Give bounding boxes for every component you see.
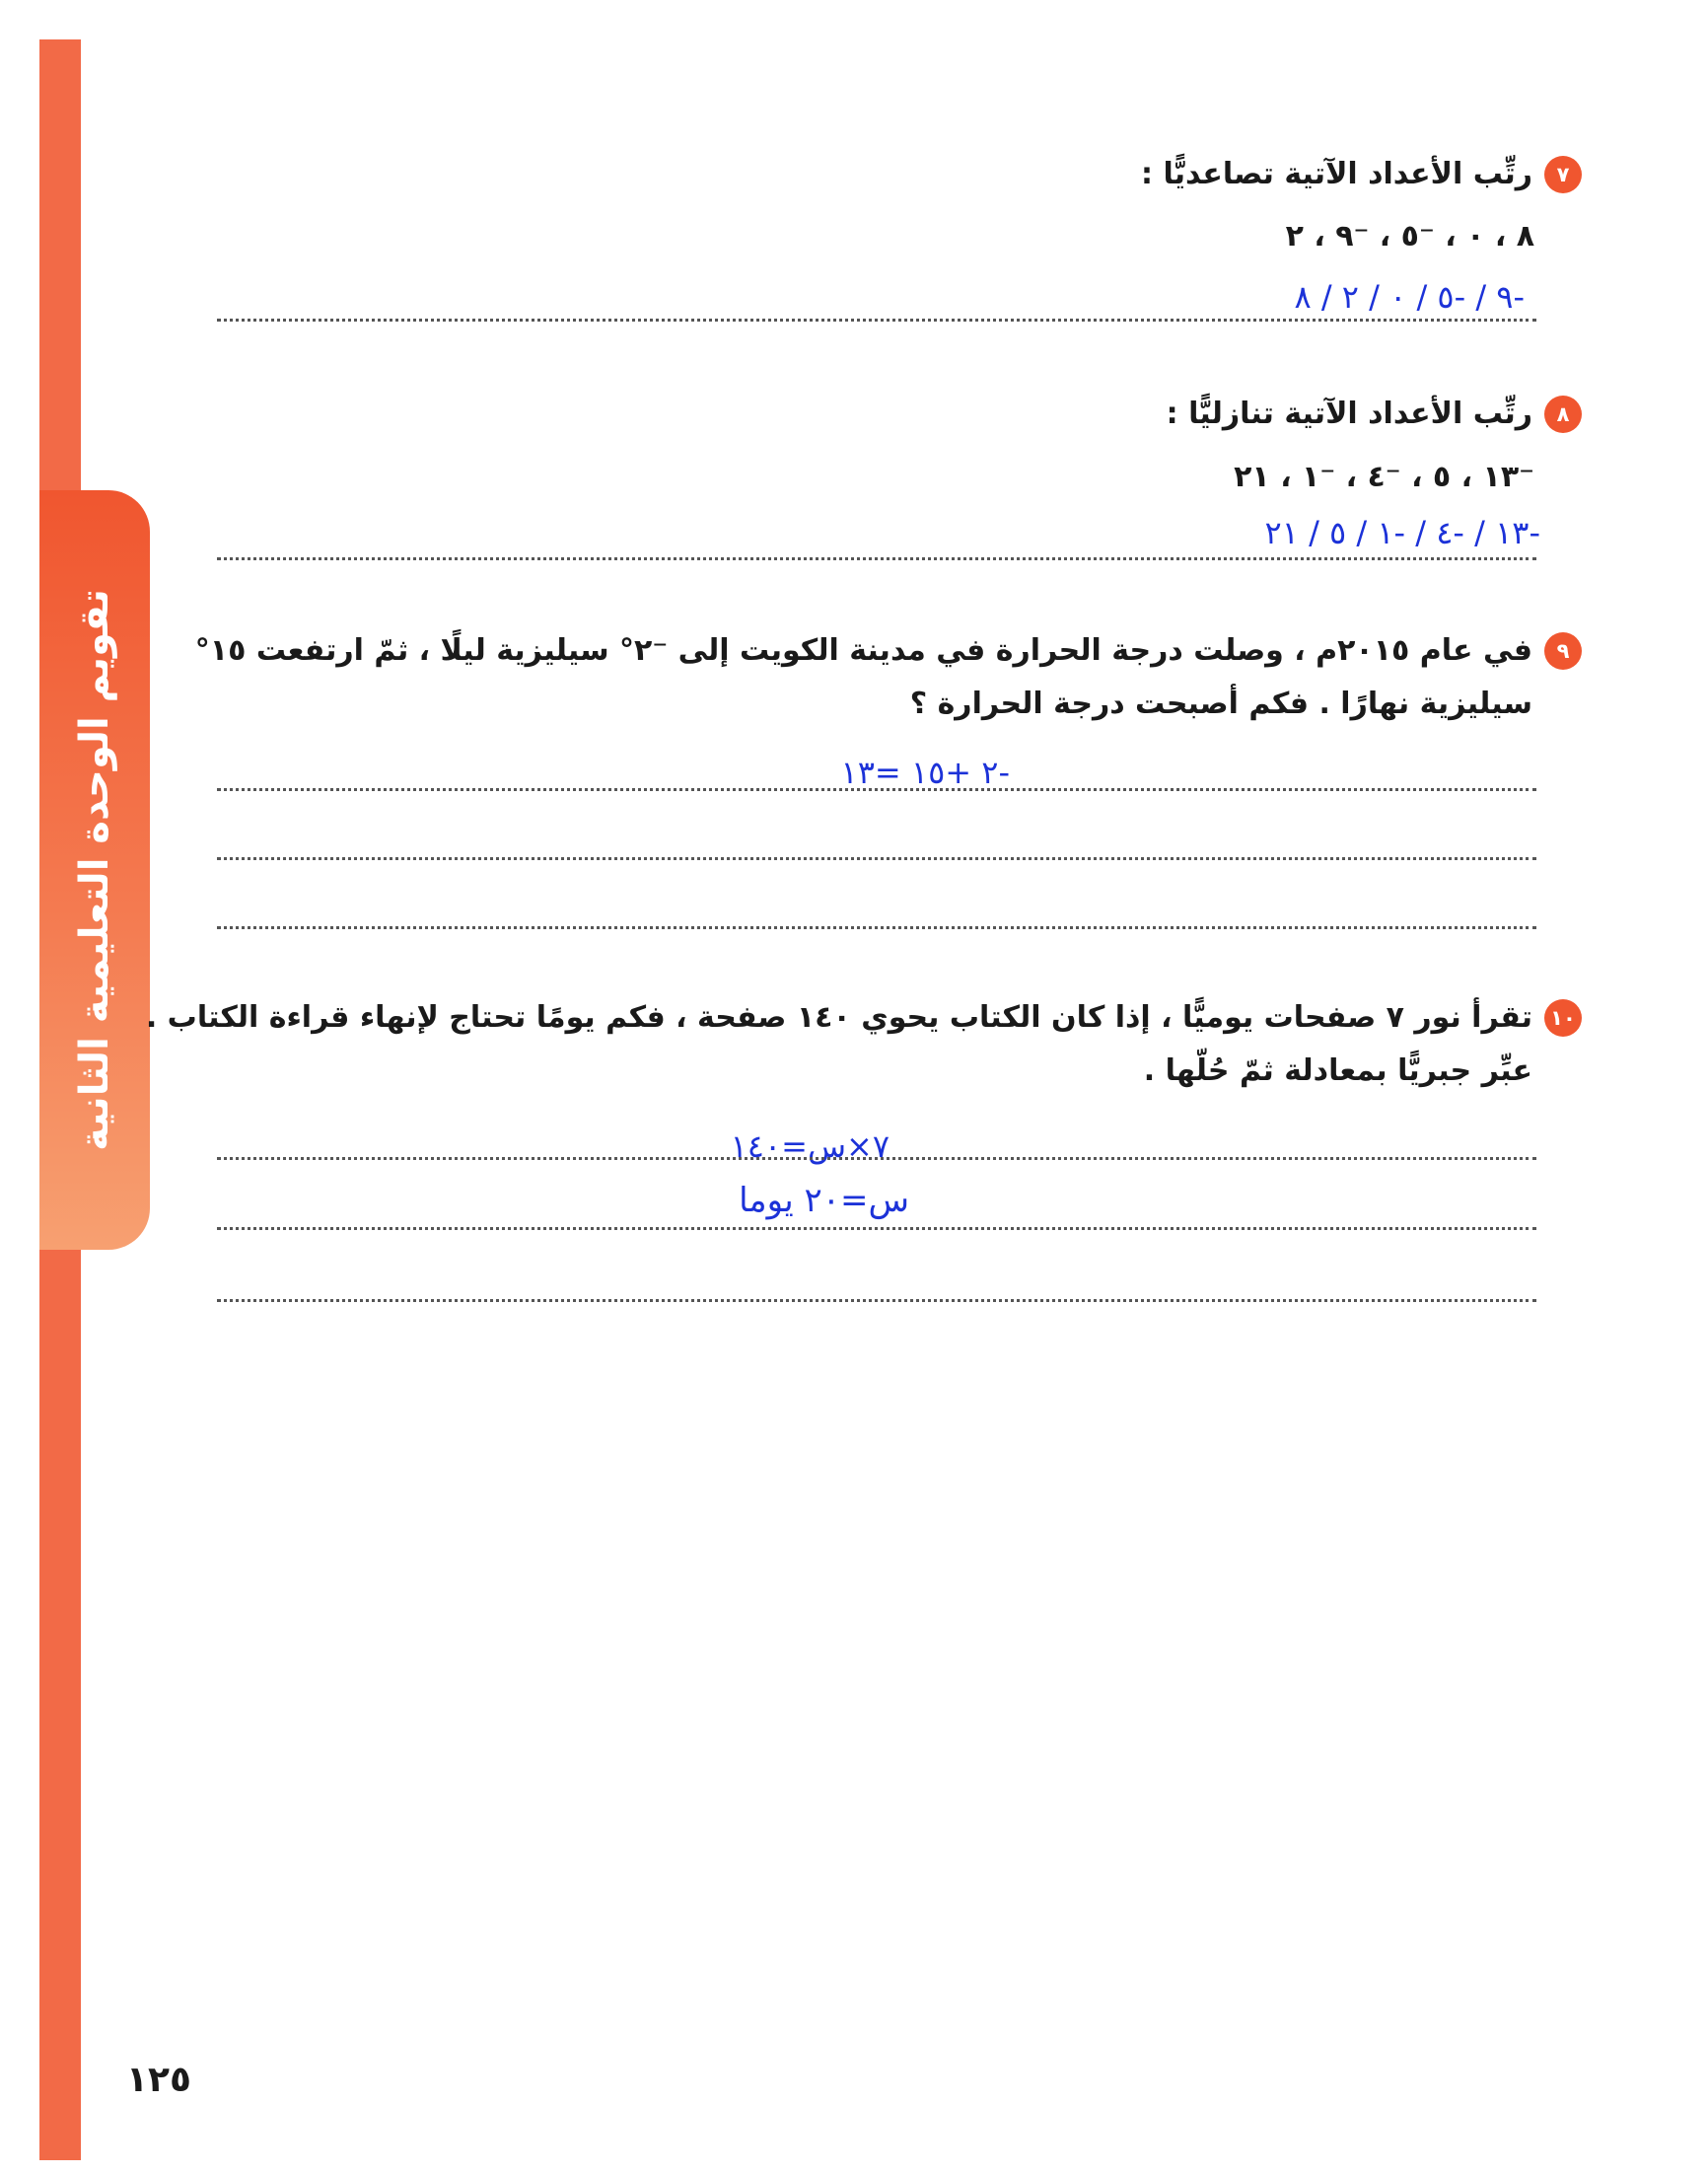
answer-line [217,1299,1536,1302]
answer-line [217,319,1536,322]
page-number: ١٢٥ [126,2060,191,2100]
question-9 [122,624,1582,731]
question-text: في عام ٢٠١٥م ، وصلت درجة الحرارة في مدينة الكويت إلى ⁻٢° سيليزية ليلًا ، ثمّ ارتفعت ١٥° سيليزية نهارًا . فكم أصبحت درجة الحرارة ؟ [194,633,1532,721]
question-9-handwritten-answer: -٢ +١٥ =١٣ [840,754,1010,791]
unit-tab [39,490,150,1250]
answer-line [217,926,1536,929]
question-7-numbers: ٨ ، ٠ ، ⁻٥ ، ⁻٩ ، ٢ [1285,219,1534,254]
answer-line [217,788,1536,791]
question-8-handwritten-answer: -١٣ / -٤ / -١ / ٥ / ٢١ [1264,514,1540,551]
answer-line [217,857,1536,860]
question-10 [122,991,1582,1098]
question-text: رتِّب الأعداد الآتية تصاعديًّا : [1141,157,1532,191]
unit-tab-title: تقويم الوحدة التعليمية الثانية [72,589,117,1151]
question-text: تقرأ نور ٧ صفحات يوميًّا ، إذا كان الكتاب يحوي ١٤٠ صفحة ، فكم يومًا تحتاج لإنهاء قراءة الكتاب . عبِّر جبريًّا بمعادلة ثمّ حُلّها . [145,1000,1532,1088]
answer-line [217,557,1536,560]
question-text: رتِّب الأعداد الآتية تنازليًّا : [1166,397,1532,431]
answer-line [217,1157,1536,1160]
question-number-badge: ٨ [1544,396,1582,433]
question-8-numbers: ⁻١٣ ، ٥ ، ⁻٤ ، ⁻١ ، ٢١ [1234,460,1534,494]
question-7 [122,148,1582,201]
question-8 [122,388,1582,441]
question-7-handwritten-answer: -٩ / -٥ / ٠ / ٢ / ٨ [1294,278,1525,316]
question-number-badge: ٧ [1544,156,1582,193]
question-10-handwritten-equation: ٧×س=١٤٠ [730,1127,890,1165]
question-10-handwritten-solution: س=٢٠ يوما [739,1181,909,1220]
question-number-badge: ٩ [1544,632,1582,670]
answer-line [217,1227,1536,1230]
question-number-badge: ١٠ [1544,999,1582,1037]
